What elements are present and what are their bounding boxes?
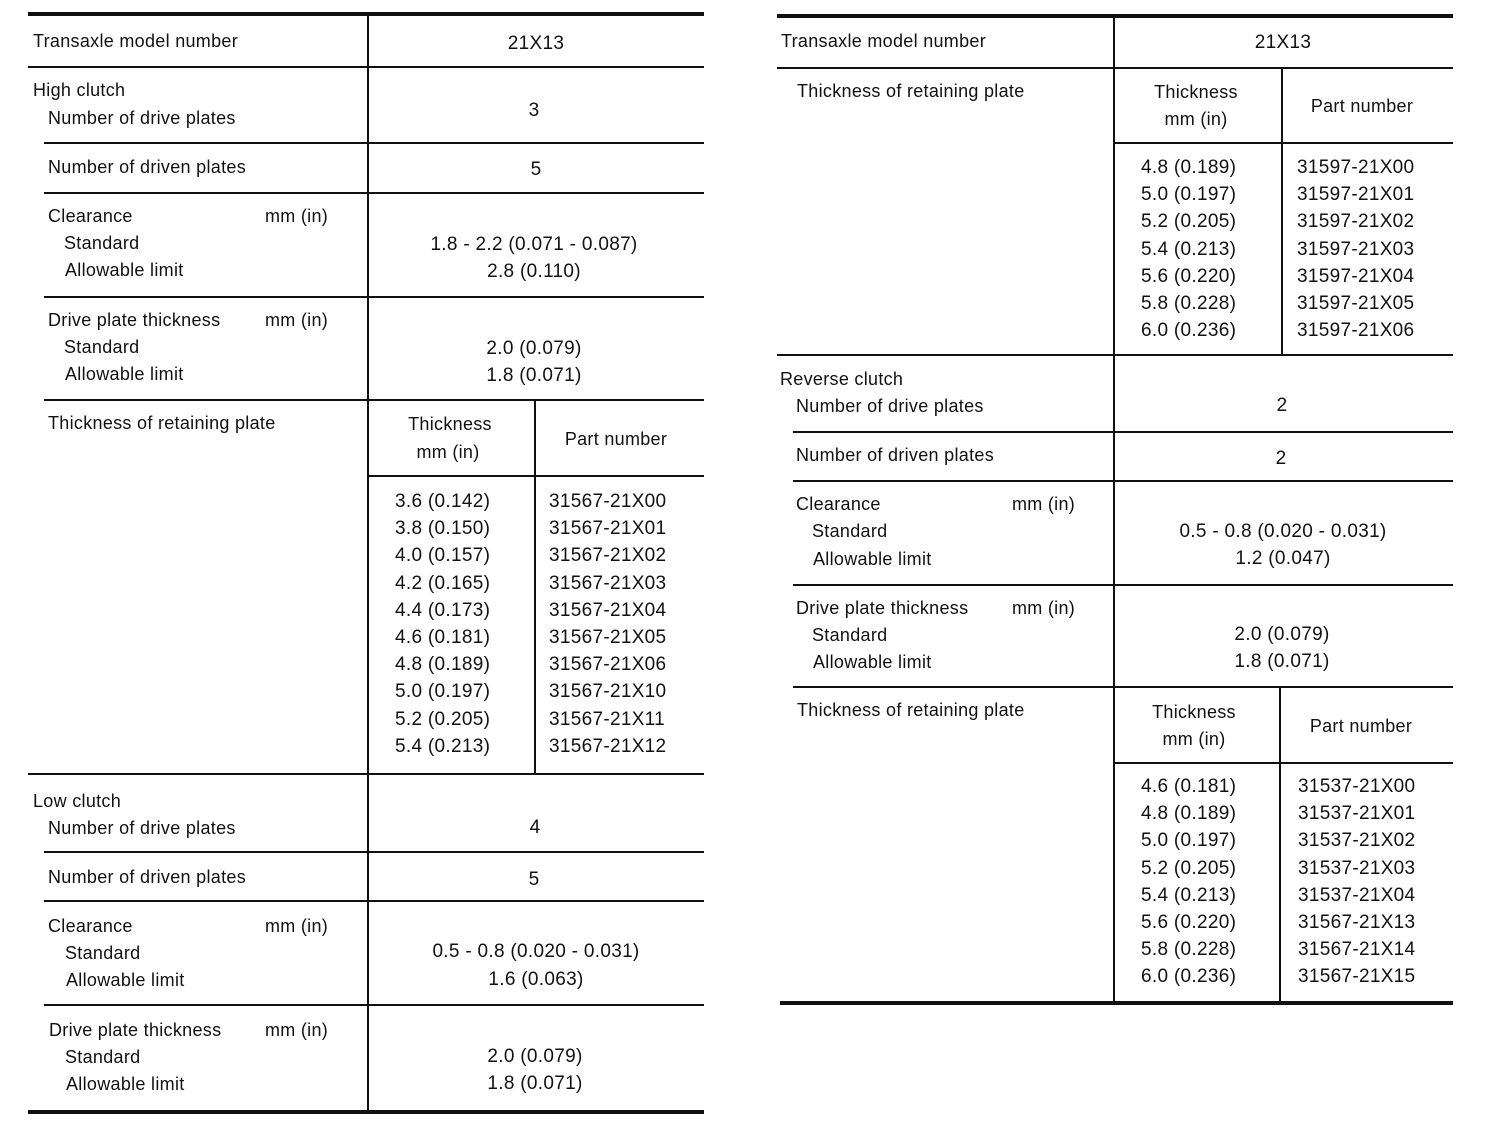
low-clutch-clearance-unit: mm (in) [265, 916, 329, 936]
transaxle-model-value: 21X13 [1254, 32, 1312, 53]
low-clutch-drive-plate-limit-value: 1.8 (0.071) [487, 1073, 583, 1094]
low-clutch-col-thickness: Thickness [1154, 82, 1238, 102]
rule [793, 584, 1453, 586]
thickness-cell: 5.0 (0.197) [1141, 830, 1237, 852]
low-clutch-clearance-label: Clearance [48, 916, 133, 936]
reverse-clutch-clearance-standard-label: Standard [812, 521, 888, 541]
transaxle-model-label: Transaxle model number [781, 31, 987, 51]
rule [28, 66, 704, 68]
thickness-cell: 5.2 (0.205) [395, 708, 491, 730]
reverse-clutch-drive-plates-value: 2 [1276, 395, 1288, 416]
column-divider [1281, 69, 1283, 354]
part-number-cell: 31567-21X04 [549, 599, 667, 621]
rule [44, 851, 704, 853]
reverse-clutch-drive-plate-thickness-unit: mm (in) [1012, 598, 1076, 618]
rule [1114, 762, 1453, 764]
high-clutch-drive-plate-limit-value: 1.8 (0.071) [486, 365, 582, 386]
high-clutch-drive-plate-standard-value: 2.0 (0.079) [486, 338, 582, 359]
low-clutch-retaining-plate-label: Thickness of retaining plate [797, 81, 1025, 101]
part-number-cell: 31597-21X00 [1297, 157, 1415, 178]
reverse-clutch-drive-plate-standard-label: Standard [812, 625, 888, 645]
part-number-cell: 31567-21X01 [549, 518, 667, 540]
high-clutch-retaining-plate-label: Thickness of retaining plate [48, 413, 276, 433]
thickness-cell: 4.6 (0.181) [1141, 776, 1237, 797]
low-clutch-drive-plate-limit-label: Allowable limit [66, 1074, 185, 1094]
high-clutch-clearance-unit: mm (in) [265, 206, 329, 226]
low-clutch-col-unit: mm (in) [1164, 109, 1228, 129]
low-clutch-title: Low clutch [33, 791, 122, 811]
reverse-clutch-clearance-label: Clearance [796, 494, 881, 514]
thickness-cell: 5.4 (0.213) [395, 735, 491, 757]
low-clutch-col-part: Part number [1310, 96, 1414, 116]
high-clutch-clearance-standard-value: 1.8 - 2.2 (0.071 - 0.087) [430, 234, 638, 255]
low-clutch-drive-plate-standard-label: Standard [65, 1047, 141, 1067]
part-number-cell: 31567-21X06 [549, 654, 667, 676]
thickness-cell: 5.6 (0.220) [1141, 912, 1237, 933]
part-number-cell: 31597-21X01 [1297, 184, 1415, 206]
part-number-cell: 31597-21X02 [1297, 211, 1415, 233]
thickness-cell: 5.6 (0.220) [1141, 265, 1237, 287]
thickness-cell: 3.6 (0.142) [395, 491, 491, 512]
reverse-clutch-driven-plates-label: Number of driven plates [796, 445, 994, 465]
reverse-clutch-col-thickness: Thickness [1152, 702, 1236, 722]
thickness-cell: 5.0 (0.197) [1141, 184, 1237, 206]
transaxle-model-label: Transaxle model number [33, 31, 239, 51]
transaxle-model-value: 21X13 [507, 33, 565, 54]
rule [777, 14, 1453, 18]
part-number-cell: 31567-21X11 [549, 708, 665, 730]
part-number-cell: 31597-21X05 [1297, 293, 1415, 314]
thickness-cell: 3.8 (0.150) [395, 518, 491, 540]
low-clutch-clearance-limit-label: Allowable limit [66, 970, 185, 990]
column-divider [534, 401, 536, 773]
thickness-cell: 4.8 (0.189) [1141, 803, 1237, 825]
part-number-cell: 31597-21X03 [1297, 238, 1415, 260]
column-divider [1279, 688, 1281, 1001]
part-number-cell: 31567-21X15 [1298, 966, 1416, 988]
rule [368, 475, 704, 477]
part-number-cell: 31537-21X00 [1298, 776, 1416, 797]
thickness-cell: 5.8 (0.228) [1141, 939, 1237, 961]
part-number-cell: 31567-21X03 [549, 572, 667, 594]
high-clutch-drive-plates-value: 3 [528, 100, 540, 121]
low-clutch-clearance-standard-value: 0.5 - 0.8 (0.020 - 0.031) [432, 941, 640, 962]
thickness-cell: 4.4 (0.173) [395, 599, 491, 621]
part-number-cell: 31537-21X02 [1298, 830, 1416, 852]
rule [780, 1001, 1453, 1005]
high-clutch-clearance-limit-label: Allowable limit [65, 260, 184, 280]
high-clutch-clearance-standard-label: Standard [64, 233, 140, 253]
rule [28, 1110, 704, 1114]
low-clutch-drive-plates-value: 4 [529, 817, 541, 838]
low-clutch-clearance-limit-value: 1.6 (0.063) [488, 969, 584, 990]
high-clutch-driven-plates-label: Number of driven plates [48, 157, 246, 177]
column-divider [1113, 16, 1115, 1003]
rule [777, 354, 1453, 356]
thickness-cell: 5.2 (0.205) [1141, 857, 1237, 879]
reverse-clutch-col-unit: mm (in) [1162, 729, 1226, 749]
part-number-cell: 31537-21X04 [1298, 884, 1416, 906]
low-clutch-drive-plate-standard-value: 2.0 (0.079) [487, 1046, 583, 1067]
thickness-cell: 4.8 (0.189) [395, 654, 491, 676]
high-clutch-drive-plates-label: Number of drive plates [48, 108, 236, 128]
part-number-cell: 31597-21X06 [1297, 320, 1415, 342]
reverse-clutch-drive-plate-thickness-label: Drive plate thickness [796, 598, 969, 618]
part-number-cell: 31567-21X13 [1298, 912, 1416, 933]
reverse-clutch-drive-plate-limit-value: 1.8 (0.071) [1234, 651, 1330, 672]
reverse-clutch-drive-plate-limit-label: Allowable limit [813, 652, 932, 672]
rule [777, 67, 1453, 69]
rule [793, 480, 1453, 482]
rule [44, 142, 704, 144]
thickness-cell: 5.2 (0.205) [1141, 211, 1237, 233]
part-number-cell: 31597-21X04 [1297, 265, 1415, 287]
reverse-clutch-clearance-limit-label: Allowable limit [813, 549, 932, 569]
thickness-cell: 4.0 (0.157) [395, 545, 491, 567]
rule [44, 192, 704, 194]
part-number-cell: 31567-21X12 [549, 735, 667, 757]
reverse-clutch-driven-plates-value: 2 [1275, 448, 1287, 469]
reverse-clutch-clearance-unit: mm (in) [1012, 494, 1076, 514]
part-number-cell: 31567-21X00 [549, 491, 667, 512]
rule [44, 296, 704, 298]
high-clutch-col-unit: mm (in) [416, 442, 480, 462]
high-clutch-title: High clutch [33, 80, 126, 100]
thickness-cell: 4.8 (0.189) [1141, 157, 1237, 178]
rule [1114, 142, 1453, 144]
reverse-clutch-retaining-plate-label: Thickness of retaining plate [797, 700, 1025, 720]
part-number-cell: 31567-21X14 [1298, 939, 1416, 961]
thickness-cell: 6.0 (0.236) [1141, 320, 1237, 342]
part-number-cell: 31567-21X02 [549, 545, 667, 567]
reverse-clutch-drive-plates-label: Number of drive plates [796, 396, 984, 416]
high-clutch-col-thickness: Thickness [408, 414, 492, 434]
part-number-cell: 31567-21X05 [549, 627, 667, 648]
high-clutch-drive-plate-standard-label: Standard [64, 337, 140, 357]
thickness-cell: 5.4 (0.213) [1141, 884, 1237, 906]
high-clutch-clearance-limit-value: 2.8 (0.110) [487, 261, 581, 282]
low-clutch-drive-plates-label: Number of drive plates [48, 818, 236, 838]
low-clutch-driven-plates-value: 5 [528, 869, 540, 890]
thickness-cell: 5.0 (0.197) [395, 681, 491, 703]
part-number-cell: 31537-21X03 [1298, 857, 1416, 879]
rule [44, 399, 704, 401]
reverse-clutch-drive-plate-standard-value: 2.0 (0.079) [1234, 624, 1330, 645]
low-clutch-clearance-standard-label: Standard [65, 943, 141, 963]
column-divider [367, 14, 369, 1112]
rule [44, 1004, 704, 1006]
rule [793, 431, 1453, 433]
reverse-clutch-clearance-standard-value: 0.5 - 0.8 (0.020 - 0.031) [1179, 521, 1387, 542]
reverse-clutch-clearance-limit-value: 1.2 (0.047) [1235, 548, 1331, 569]
part-number-cell: 31537-21X01 [1298, 803, 1416, 825]
thickness-cell: 5.4 (0.213) [1141, 238, 1237, 260]
part-number-cell: 31567-21X10 [549, 681, 667, 703]
low-clutch-drive-plate-thickness-unit: mm (in) [265, 1020, 329, 1040]
rule [28, 773, 704, 775]
thickness-cell: 6.0 (0.236) [1141, 966, 1237, 988]
high-clutch-col-part: Part number [564, 429, 668, 449]
rule [44, 900, 704, 902]
high-clutch-drive-plate-thickness-label: Drive plate thickness [48, 310, 221, 330]
rule [28, 12, 704, 16]
reverse-clutch-col-part: Part number [1309, 716, 1413, 736]
high-clutch-drive-plate-limit-label: Allowable limit [65, 364, 184, 384]
high-clutch-clearance-label: Clearance [48, 206, 133, 226]
thickness-cell: 5.8 (0.228) [1141, 293, 1237, 314]
high-clutch-driven-plates-value: 5 [530, 159, 542, 180]
low-clutch-drive-plate-thickness-label: Drive plate thickness [49, 1020, 222, 1040]
reverse-clutch-title: Reverse clutch [780, 369, 904, 389]
low-clutch-driven-plates-label: Number of driven plates [48, 867, 246, 887]
rule [793, 686, 1453, 688]
thickness-cell: 4.6 (0.181) [395, 627, 491, 648]
high-clutch-drive-plate-thickness-unit: mm (in) [265, 310, 329, 330]
thickness-cell: 4.2 (0.165) [395, 572, 491, 594]
